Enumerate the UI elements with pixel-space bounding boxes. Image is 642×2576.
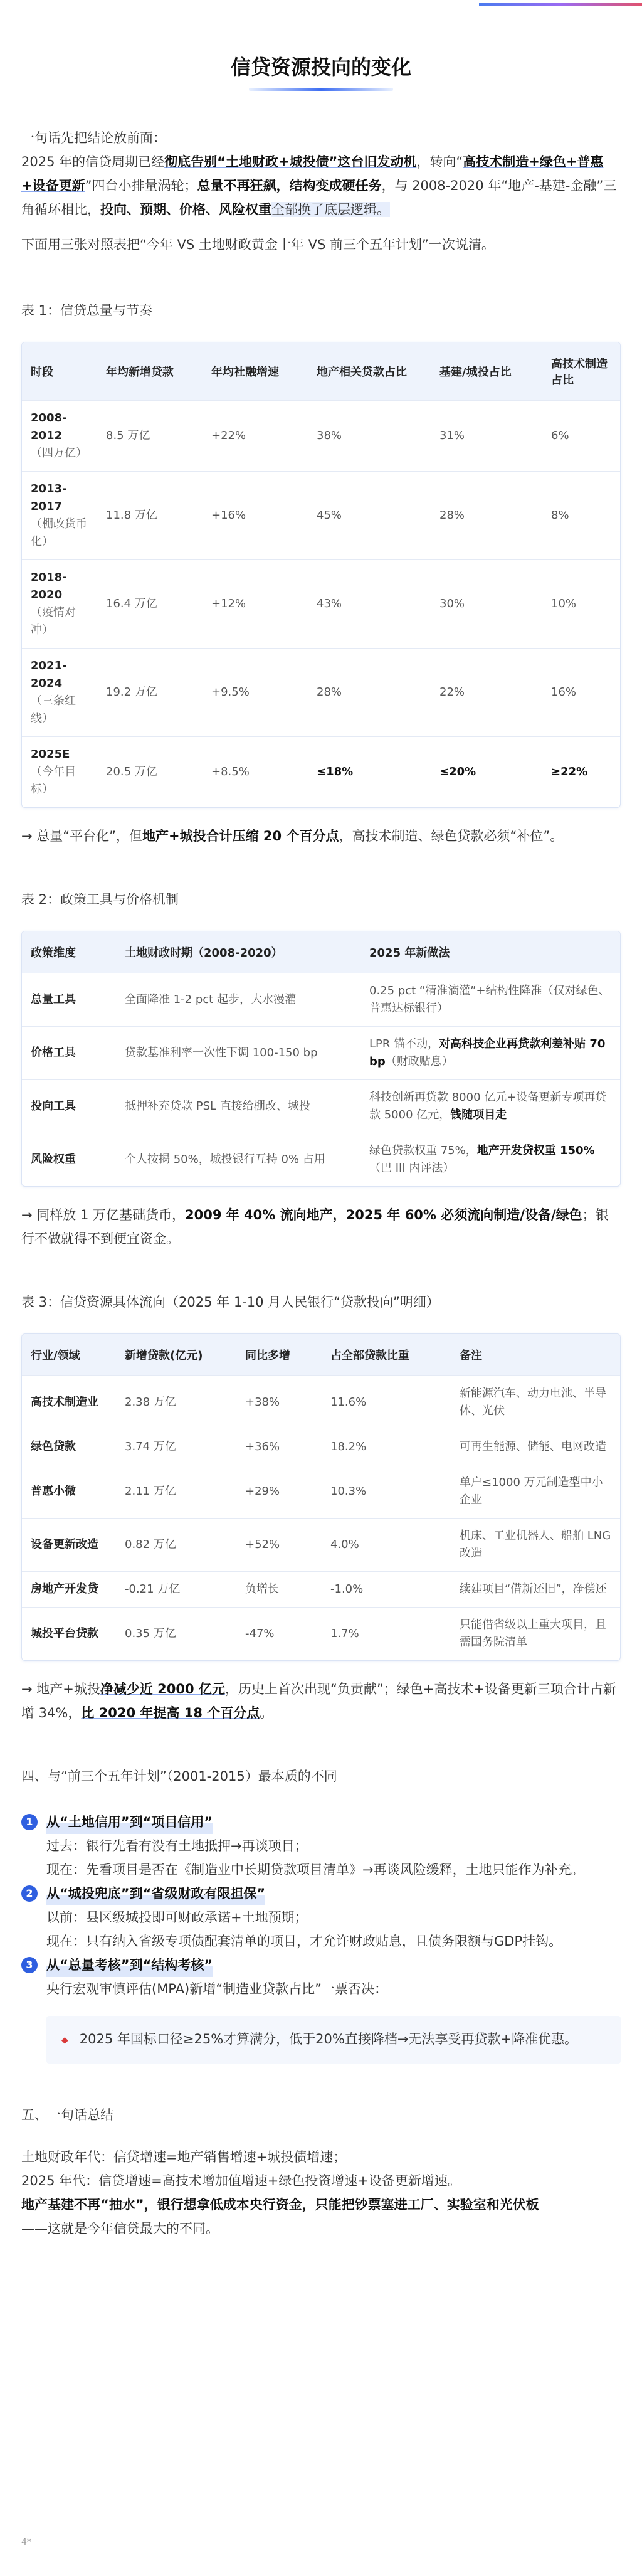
cell-text: （巴 III 内评法） (369, 1162, 455, 1175)
note-highlight: 地产+城投合计压缩 20 个百分点 (142, 829, 339, 844)
table-row (22, 1429, 620, 1465)
table-cell: +36% (236, 1429, 322, 1465)
table-row (22, 737, 620, 808)
note-text: ；银行不做就得不到便宜资金。 (21, 1207, 609, 1246)
section5-heading: 五、一句话总结 (21, 2107, 113, 2123)
intro-text: ”四台小排量涡轮； (85, 178, 197, 193)
note-text: 。 (260, 1705, 273, 1720)
summary-line: ——这就是今年信贷最大的不同。 (21, 2221, 219, 2236)
table1-caption: 表 1：信贷总量与节奏 (21, 303, 153, 318)
column-header: 2025 年新做法 (360, 931, 620, 973)
table2-caption: 表 2：政策工具与价格机制 (21, 892, 179, 907)
table-cell (360, 1080, 620, 1133)
note-highlight: 净减少近 2000 亿元 (100, 1682, 225, 1697)
note-highlight: 2009 年 40% 流向地产，2025 年 60% 必须流向制造/设备/绿色 (184, 1207, 582, 1222)
table-row (22, 1519, 620, 1572)
cell-text: 绿色贷款权重 75%， (369, 1144, 477, 1157)
table-cell: 8% (542, 472, 620, 560)
table-cell: 30% (431, 560, 542, 649)
note-text: → 总量“平台化”，但 (21, 829, 143, 844)
period: 2025E (31, 748, 70, 761)
table-cell: 28% (308, 649, 431, 737)
table-row (22, 1080, 620, 1133)
table-cell: 20.5 万亿 (97, 737, 203, 808)
table-cell: 8.5 万亿 (97, 401, 203, 472)
note-text: ，高技术制造、绿色贷款必须“补位”。 (339, 829, 564, 844)
table-cell: 总量工具 (22, 973, 116, 1027)
summary-line (21, 2193, 621, 2217)
table-row (22, 1608, 620, 1661)
period-cell (22, 649, 97, 737)
table-cell: 11.8 万亿 (97, 472, 203, 560)
column-header: 地产相关贷款占比 (308, 342, 431, 401)
table-cell (360, 1133, 620, 1187)
table-cell: 1.7% (322, 1608, 451, 1661)
table-cell: 只能借省级以上重大项目，且需国务院清单 (451, 1608, 620, 1661)
table-cell: 18.2% (322, 1429, 451, 1465)
table-row (22, 1572, 620, 1608)
list-item (21, 1953, 621, 2001)
table-cell: 22% (431, 649, 542, 737)
table-row (22, 1133, 620, 1187)
table-cell: 价格工具 (22, 1027, 116, 1080)
table-cell: +9.5% (203, 649, 308, 737)
table-cell: 4.0% (322, 1519, 451, 1572)
table-cell: +16% (203, 472, 308, 560)
table-cell (360, 1027, 620, 1080)
period-note: （疫情对冲） (31, 606, 76, 637)
table-cell: 普惠小微 (22, 1465, 116, 1519)
list-item-title (21, 1810, 621, 1834)
intro-text: 全部换了底层逻辑。 (271, 202, 390, 217)
table-cell: 19.2 万亿 (97, 649, 203, 737)
table-cell: 28% (431, 472, 542, 560)
period: 2021-2024 (31, 659, 67, 690)
list-item-title (21, 1882, 621, 1905)
intro-text: 2025 年的信贷周期已经 (21, 154, 165, 169)
item-line: 过去：银行先看有没有土地抵押→再谈项目； (46, 1838, 308, 1853)
cell-highlight: 钱随项目走 (450, 1108, 507, 1121)
cell-text: 科技创新再贷款 8000 亿元+设备更新专项再贷款 5000 亿元， (369, 1091, 607, 1121)
table-cell: +8.5% (203, 737, 308, 808)
item-title-text: 从“土地信用”到“项目信用” (46, 1810, 213, 1834)
table-cell: 设备更新改造 (22, 1519, 116, 1572)
table-cell: 43% (308, 560, 431, 649)
quote-text: 2025 年国标口径≥25%才算满分，低于20%直接降档→无法享受再贷款+降准优惠。 (79, 2032, 578, 2047)
summary-highlight: 地产基建不再“抽水”，银行想拿低成本央行资金，只能把钞票塞进工厂、实验室和光伏板 (21, 2197, 539, 2212)
number-badge: 1 (21, 1814, 38, 1830)
intro-subnote: 下面用三张对照表把“今年 VS 土地财政黄金十年 VS 前三个五年计划”一次说清。 (21, 237, 495, 252)
table3-note (21, 1677, 621, 1725)
table-cell (360, 973, 620, 1027)
column-header: 占全部贷款比重 (322, 1334, 451, 1376)
table-cell: 绿色贷款 (22, 1429, 116, 1465)
section4-heading: 四、与“前三个五年计划”（2001-2015）最本质的不同 (21, 1769, 337, 1784)
period-note: （今年目标） (31, 765, 76, 796)
table-row (22, 560, 620, 649)
table-cell: 16% (542, 649, 620, 737)
table-cell: 16.4 万亿 (97, 560, 203, 649)
intro-highlight: 彻底告别“土地财政+城投债”这台旧发动机 (164, 154, 417, 169)
period-note: （四万亿） (31, 447, 87, 460)
table-cell: 0.82 万亿 (116, 1519, 236, 1572)
intro-text: ，转向“ (416, 154, 463, 169)
table-row (22, 1465, 620, 1519)
list-item-body (21, 1977, 621, 2001)
table-cell: 负增长 (236, 1572, 322, 1608)
page-footer: 4* (21, 2537, 31, 2547)
column-header: 政策维度 (22, 931, 116, 973)
column-header: 年均新增贷款 (97, 342, 203, 401)
column-header: 备注 (451, 1334, 620, 1376)
table-cell: +12% (203, 560, 308, 649)
cell-text: （财政贴息） (385, 1055, 453, 1068)
column-header: 同比多增 (236, 1334, 322, 1376)
item-title-text: 从“城投兜底”到“省级财政有限担保” (46, 1882, 265, 1905)
list-item-body (21, 1905, 621, 1953)
cell-highlight: 地产开发贷权重 150% (476, 1144, 595, 1157)
table-cell: 单户≤1000 万元制造型中小企业 (451, 1465, 620, 1519)
table-cell: 2.11 万亿 (116, 1465, 236, 1519)
intro-text: ，与 2008-2020 年“地产-基建-金融”三角循环相比， (21, 178, 617, 217)
period-cell (22, 472, 97, 560)
column-header: 土地财政时期（2008-2020） (116, 931, 360, 973)
table-row (22, 973, 620, 1027)
column-header: 行业/领域 (22, 1334, 116, 1376)
table-cell: +38% (236, 1376, 322, 1429)
table-row (22, 401, 620, 472)
table-cell: 抵押补充贷款 PSL 直接给棚改、城投 (116, 1080, 360, 1133)
note-text: ，历史上首次出现“负贡献”；绿色+高技术+设备更新三项合计占新增 34%， (21, 1682, 616, 1720)
period-cell (22, 401, 97, 472)
table-cell: 0.35 万亿 (116, 1608, 236, 1661)
table-cell: -0.21 万亿 (116, 1572, 236, 1608)
table-cell: 2.38 万亿 (116, 1376, 236, 1429)
table-cell: +52% (236, 1519, 322, 1572)
summary-line: 2025 年代：信贷增速=高技术增加值增速+绿色投资增速+设备更新增速。 (21, 2173, 461, 2188)
table3-caption: 表 3：信贷资源具体流向（2025 年 1-10 月人民银行“贷款投向”明细） (21, 1295, 439, 1310)
number-badge: 2 (21, 1885, 38, 1902)
table-header-row (22, 931, 620, 973)
table-cell: ≥22% (542, 737, 620, 808)
table-cell: 11.6% (322, 1376, 451, 1429)
table-cell: 38% (308, 401, 431, 472)
cell-text: 0.25 pct “精准滴灌”+结构性降准（仅对绿色、普惠达标银行） (369, 984, 610, 1015)
period: 2008-2012 (31, 411, 67, 442)
table-cell: 可再生能源、储能、电网改造 (451, 1429, 620, 1465)
table-cell: ≤20% (431, 737, 542, 808)
table-cell: 房地产开发贷 (22, 1572, 116, 1608)
item-line: 现在：先看项目是否在《制造业中长期贷款项目清单》→再谈风险缓释，土地只能作为补充。 (46, 1862, 584, 1877)
period: 2013-2017 (31, 482, 67, 513)
table-cell: 城投平台贷款 (22, 1608, 116, 1661)
cell-text: LPR 锚不动， (369, 1037, 439, 1051)
table-cell: ≤18% (308, 737, 431, 808)
summary (21, 2145, 621, 2240)
list-item (21, 1882, 621, 1953)
table-cell: +22% (203, 401, 308, 472)
diamond-bullet-icon: ◆ (61, 2035, 68, 2045)
table-cell: 风险权重 (22, 1133, 116, 1187)
cell-highlight: 对高科技企业再贷款利差补贴 70 bp (369, 1037, 606, 1068)
column-header: 高技术制造占比 (542, 342, 620, 401)
list-item (21, 1810, 621, 1882)
table-cell: 机床、工业机器人、船舶 LNG 改造 (451, 1519, 620, 1572)
item-title-text: 从“总量考核”到“结构考核” (46, 1953, 213, 1977)
note-text: → 同样放 1 万亿基础货币， (21, 1207, 185, 1222)
table3 (21, 1333, 621, 1661)
table-cell: 3.74 万亿 (116, 1429, 236, 1465)
column-header: 基建/城投占比 (431, 342, 542, 401)
table-cell: 6% (542, 401, 620, 472)
difference-list (21, 1810, 621, 2064)
intro-lead: 一句话先把结论放前面： (21, 130, 166, 146)
table-cell: +29% (236, 1465, 322, 1519)
period-cell (22, 737, 97, 808)
table-cell: 全面降准 1-2 pct 起步，大水漫灌 (116, 973, 360, 1027)
table-cell: 贷款基准利率一次性下调 100-150 bp (116, 1027, 360, 1080)
period-cell (22, 560, 97, 649)
item-line: 现在：只有纳入省级专项债配套清单的项目，才允许财政贴息，且债务限额与GDP挂钩。 (46, 1934, 562, 1949)
table-row (22, 1376, 620, 1429)
table2 (21, 931, 621, 1187)
table-cell: 10.3% (322, 1465, 451, 1519)
table-cell: 45% (308, 472, 431, 560)
note-text: → 地产+城投 (21, 1682, 100, 1697)
table1 (21, 342, 621, 808)
table-cell: 续建项目“借新还旧”，净偿还 (451, 1572, 620, 1608)
intro-conclusion (21, 150, 621, 221)
intro-highlight: 投向、预期、价格、风险权重 (100, 202, 271, 217)
period: 2018-2020 (31, 571, 67, 602)
title-underline (249, 88, 393, 91)
table-row (22, 649, 620, 737)
table-header-row (22, 1334, 620, 1376)
list-item-body (21, 1834, 621, 1882)
table-cell: 高技术制造业 (22, 1376, 116, 1429)
summary-line: 土地财政年代：信贷增速=地产销售增速+城投债增速； (21, 2149, 347, 2165)
table-cell: -47% (236, 1608, 322, 1661)
intro (21, 126, 621, 221)
page-title: 信贷资源投向的变化 (230, 55, 411, 79)
number-badge: 3 (21, 1957, 38, 1973)
table-cell: -1.0% (322, 1572, 451, 1608)
table-cell: 个人按揭 50%，城投银行互持 0% 占用 (116, 1133, 360, 1187)
column-header: 时段 (22, 342, 97, 401)
table-cell: 10% (542, 560, 620, 649)
table1-note (21, 824, 621, 848)
table-row (22, 1027, 620, 1080)
table-cell: 31% (431, 401, 542, 472)
table-header-row (22, 342, 620, 401)
table2-note (21, 1203, 621, 1251)
quote-block (46, 2016, 621, 2064)
list-item-title (21, 1953, 621, 1977)
table-row (22, 472, 620, 560)
column-header: 年均社融增速 (203, 342, 308, 401)
table-cell: 投向工具 (22, 1080, 116, 1133)
column-header: 新增贷款(亿元) (116, 1334, 236, 1376)
period-note: （三条红线） (31, 694, 76, 725)
table-cell: 新能源汽车、动力电池、半导体、光伏 (451, 1376, 620, 1429)
period-note: （棚改货币化） (31, 517, 87, 548)
item-line: 以前：县区级城投即可财政承诺+土地预期； (46, 1910, 308, 1925)
intro-highlight: 高技术制造+绿色+普惠+设备更新 (21, 154, 604, 193)
intro-highlight: 总量不再狂飙，结构变成硬任务 (197, 178, 382, 193)
item-line: 央行宏观审慎评估(MPA)新增“制造业贷款占比”一票否决： (46, 1981, 387, 1996)
note-highlight: 比 2020 年提高 18 个百分点 (81, 1705, 260, 1720)
